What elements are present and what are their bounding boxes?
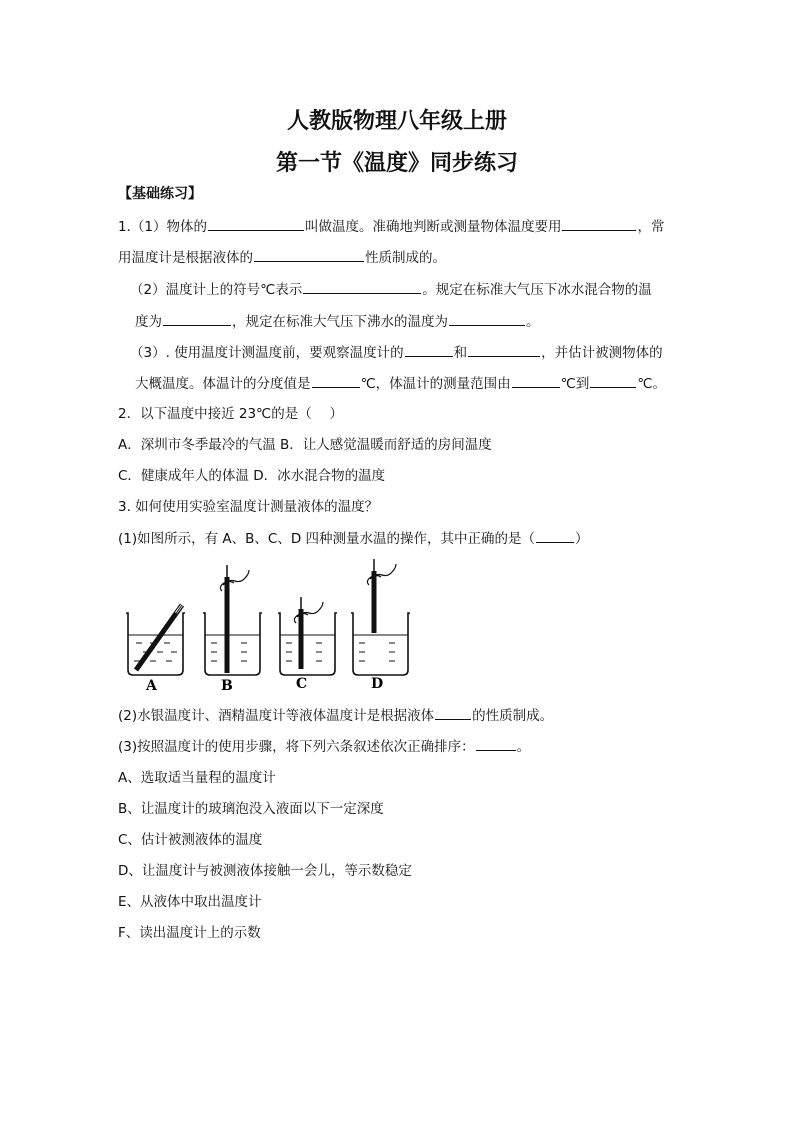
beaker-b (203, 565, 262, 675)
q1-text: （2）温度计上的符号℃表示 (130, 282, 303, 298)
beaker-a (126, 605, 185, 675)
thermometer-beakers-figure (110, 555, 430, 695)
figure-label-b: B (221, 678, 233, 694)
q2-options-2: C．健康成年人的体温 D．冰水混合物的温度 (118, 468, 386, 484)
q1-text: 。规定在标准大气压下冰水混合物的温 (422, 282, 652, 298)
answer-blank[interactable] (476, 736, 516, 751)
q1-text: （3）. 使用温度计测温度前，要观察温度计的 (130, 345, 404, 361)
step-item: E、从液体中取出温度计 (118, 894, 262, 910)
q1-line-1 (118, 216, 664, 237)
q1-text: 1.（1）物体的 (118, 219, 207, 235)
answer-blank[interactable] (405, 342, 453, 357)
answer-blank[interactable] (254, 247, 364, 262)
figure-label-c: C (296, 676, 308, 692)
step-item: A、选取适当量程的温度计 (118, 770, 276, 786)
section-label: 【基础练习】 (118, 186, 202, 202)
q1-text: ℃，体温计的测量范围由 (360, 376, 511, 392)
q1-text: 性质制成的。 (365, 250, 446, 266)
q1-text: ，规定在标准大气压下沸水的温度为 (232, 314, 448, 330)
answer-blank[interactable] (435, 705, 471, 720)
answer-blank[interactable] (590, 373, 636, 388)
q1-line-2 (118, 247, 446, 268)
page-title: 人教版物理八年级上册 (286, 108, 507, 134)
q1-text: 叫做温度。准确地判断或测量物体温度要用 (304, 219, 562, 235)
q1-text: 。 (526, 314, 540, 330)
beaker-d (351, 559, 410, 675)
page-subtitle: 第一节《温度》同步练习 (275, 150, 518, 176)
q3-part-1 (118, 528, 589, 549)
q2-options-1: A．深圳市冬季最冷的气温 B．让人感觉温暖而舒适的房间温度 (118, 437, 492, 453)
q1-text: 用温度计是根据液体的 (118, 250, 253, 266)
answer-blank[interactable] (303, 279, 421, 294)
beaker-c (278, 597, 337, 675)
q1-text: 大概温度。体温计的分度值是 (135, 376, 311, 392)
q3-text: 的性质制成。 (472, 708, 554, 724)
answer-blank[interactable] (449, 311, 525, 326)
q1-text: ℃。 (637, 376, 667, 392)
q1-text: 和 (453, 345, 468, 361)
q3-part-2 (118, 705, 553, 726)
q1-text: ，并估计被测物体的 (541, 345, 663, 361)
step-item: B、让温度计的玻璃泡没入液面以下一定深度 (118, 801, 384, 817)
answer-blank[interactable] (562, 216, 636, 231)
q3-text: (1)如图所示，有 A、B、C、D 四种测量水温的操作，其中正确的是（ (118, 531, 536, 547)
answer-blank[interactable] (468, 342, 540, 357)
q1-text: 度为 (135, 314, 162, 330)
answer-blank[interactable] (163, 311, 231, 326)
figure-label-d: D (371, 676, 384, 692)
q3-stem: 3. 如何使用实验室温度计测量液体的温度？ (118, 499, 379, 515)
q3-text: (2)水银温度计、酒精温度计等液体温度计是根据液体 (118, 708, 435, 724)
q2-stem: 2．以下温度中接近 23℃的是（ ） (118, 406, 344, 422)
q1-line-5 (130, 342, 663, 363)
step-item: F、读出温度计上的示数 (118, 925, 261, 941)
figure-label-a: A (146, 678, 157, 694)
q1-line-4 (135, 311, 540, 332)
q3-text: ） (575, 531, 589, 547)
answer-blank[interactable] (208, 216, 304, 231)
answer-blank[interactable] (512, 373, 560, 388)
step-item: D、让温度计与被测液体接触一会儿，等示数稳定 (118, 863, 412, 879)
q3-text: (3)按照温度计的使用步骤，将下列六条叙述依次正确排序： (118, 739, 475, 755)
q1-line-3 (130, 279, 652, 300)
q3-part-3 (118, 736, 530, 757)
step-item: C、估计被测液体的温度 (118, 832, 263, 848)
q1-line-6 (135, 373, 666, 394)
q1-text: ℃到 (560, 376, 590, 392)
q3-text: 。 (516, 739, 531, 755)
answer-blank[interactable] (312, 373, 360, 388)
answer-blank[interactable] (536, 528, 574, 543)
q1-text: ，常 (637, 219, 665, 235)
